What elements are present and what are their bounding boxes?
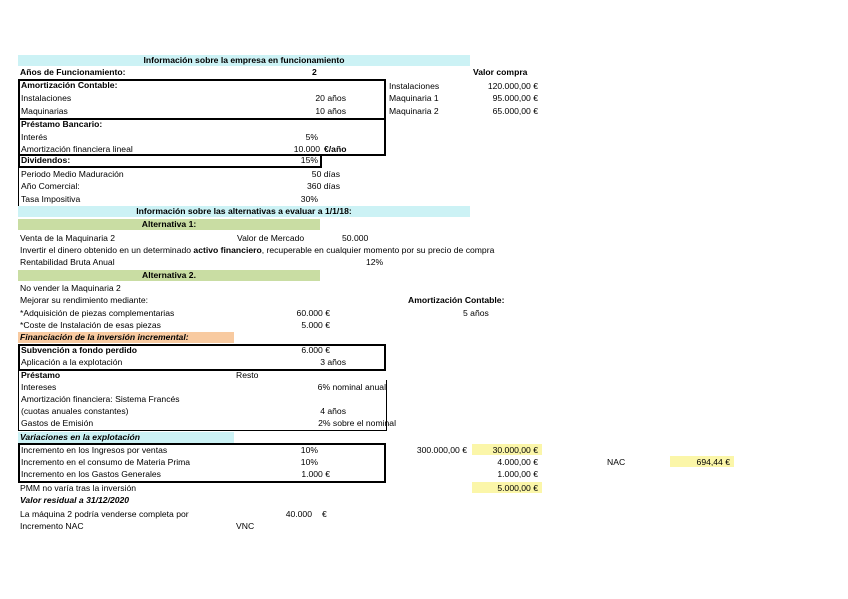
valor-mercado-value: 50.000 — [342, 233, 369, 243]
coste-label: *Coste de Instalación de esas piezas — [20, 320, 161, 330]
rentabilidad-value: 12% — [366, 257, 384, 267]
prestamo-left-rule — [18, 370, 19, 430]
intereses-value: 6% nominal anual — [317, 382, 386, 392]
amort-frances-label: Amortización financiera: Sistema Francés — [21, 394, 180, 404]
var-gastos-pct: 1.000 € — [301, 469, 330, 479]
tasa-value: 30% — [300, 194, 318, 204]
otros-left-rule — [18, 168, 19, 206]
invertir-bold: activo financiero — [193, 245, 262, 255]
incremento-nac-label: Incremento NAC — [20, 521, 84, 531]
vc-maquinaria2-label: Maquinaria 2 — [389, 106, 439, 116]
maquina-value: 40.000 — [285, 509, 312, 519]
subvencion-value: 6.000 € — [301, 345, 330, 355]
anios-value: 2 — [312, 67, 317, 77]
pmm-calc-value: 5.000,00 € — [497, 483, 538, 493]
var-materia-pct: 10% — [300, 457, 318, 467]
interes-value: 5% — [305, 132, 318, 142]
amort-contable-value: 5 años — [463, 308, 489, 318]
alt1-title: Alternativa 1: — [141, 219, 197, 229]
invertir-post: , recuperable en cualquier momento por su precio de compra — [261, 245, 495, 255]
vc-maquinaria2-value: 65.000,00 € — [492, 106, 538, 116]
dividendos-value: 15% — [300, 155, 318, 165]
aplicacion-label: Aplicación a la explotación — [21, 357, 123, 367]
financiacion-title: Financiación de la inversión incremental: — [20, 332, 189, 342]
prestamo-bottom-rule — [18, 430, 387, 431]
cuotas-label: (cuotas anuales constantes) — [21, 406, 129, 416]
alternativas-title: Información sobre las alternativas a evaluar a 1/1/18: — [136, 206, 352, 216]
variaciones-title: Variaciones en la explotación — [20, 432, 141, 442]
mejorar-text: Mejorar su rendimiento mediante: — [20, 295, 149, 305]
no-vender-text: No vender la Maquinaria 2 — [20, 283, 121, 293]
var-ingresos-label: Incremento en los Ingresos por ventas — [21, 445, 168, 455]
valor-mercado-label: Valor de Mercado — [237, 233, 305, 243]
aplicacion-value: 3 años — [320, 357, 346, 367]
calc-gastos-value: 1.000,00 € — [497, 469, 538, 479]
var-materia-label: Incremento en el consumo de Materia Prima — [21, 457, 191, 467]
prestamo-bancario-title: Préstamo Bancario: — [21, 119, 103, 129]
vc-maquinaria1-label: Maquinaria 1 — [389, 93, 439, 103]
subvencion-label: Subvención a fondo perdido — [21, 345, 138, 355]
var-ingresos-pct: 10% — [300, 445, 318, 455]
calc-materia-value: 4.000,00 € — [497, 457, 538, 467]
anios-label: Años de Funcionamiento: — [20, 67, 126, 77]
dividendos-label: Dividendos: — [21, 155, 71, 165]
alt2-title: Alternativa 2. — [142, 270, 196, 280]
vc-maquinaria1-value: 95.000,00 € — [492, 93, 538, 103]
invertir-pre: Invertir el dinero obtenido en un determinado — [20, 245, 194, 255]
nac-value: 694,44 € — [696, 457, 730, 467]
maquina-label: La máquina 2 podría venderse completa por — [20, 509, 189, 519]
instalaciones-label: Instalaciones — [21, 93, 72, 103]
gastos-label: Gastos de Emisión — [21, 418, 94, 428]
instalaciones-years: 20 años — [315, 93, 346, 103]
intereses-label: Intereses — [21, 382, 57, 392]
valor-compra-label: Valor compra — [473, 67, 528, 77]
gastos-value: 2% sobre el nominal — [318, 418, 396, 428]
var-gastos-label: Incremento en los Gastos Generales — [21, 469, 161, 479]
resto-label: Resto — [236, 370, 259, 380]
adquisicion-label: *Adquisición de piezas complementarias — [20, 308, 175, 318]
maquinarias-label: Maquinarias — [21, 106, 68, 116]
interes-label: Interés — [21, 132, 48, 142]
adquisicion-value: 60.000 € — [296, 308, 330, 318]
maquina-unit: € — [322, 509, 327, 519]
var-base-value: 300.000,00 € — [416, 445, 467, 455]
coste-value: 5.000 € — [301, 320, 330, 330]
anio-comercial-label: Año Comercial: — [21, 181, 80, 191]
anio-comercial-value: 360 días — [307, 181, 340, 191]
prestamo-label: Préstamo — [21, 370, 61, 380]
amort-lineal-value: 10.000 — [293, 144, 320, 154]
cuotas-value: 4 años — [320, 406, 346, 416]
nac-label: NAC — [607, 457, 626, 467]
pmm-label: Periodo Medio Maduración — [21, 169, 124, 179]
maquinarias-years: 10 años — [315, 106, 346, 116]
tasa-label: Tasa Impositiva — [21, 194, 81, 204]
residual-title: Valor residual a 31/12/2020 — [20, 495, 130, 505]
main-title: Información sobre la empresa en funcionamiento — [143, 55, 345, 65]
vnc-label: VNC — [236, 521, 255, 531]
pmm-value: 50 días — [311, 169, 340, 179]
amortizacion-title: Amortización Contable: — [21, 80, 118, 90]
pmm-note: PMM no varía tras la inversión — [20, 483, 137, 493]
vc-instalaciones-value: 120.000,00 € — [487, 81, 538, 91]
invertir-text — [20, 245, 494, 256]
calc-ingresos-value: 30.000,00 € — [492, 445, 538, 455]
vc-instalaciones-label: Instalaciones — [389, 81, 440, 91]
amort-lineal-label: Amortización financiera lineal — [21, 144, 133, 154]
rentabilidad-label: Rentabilidad Bruta Anual — [20, 257, 115, 267]
venta-label: Venta de la Maquinaria 2 — [20, 233, 116, 243]
amort-contable-label: Amortización Contable: — [408, 295, 505, 305]
amort-lineal-unit: €/año — [324, 144, 347, 154]
